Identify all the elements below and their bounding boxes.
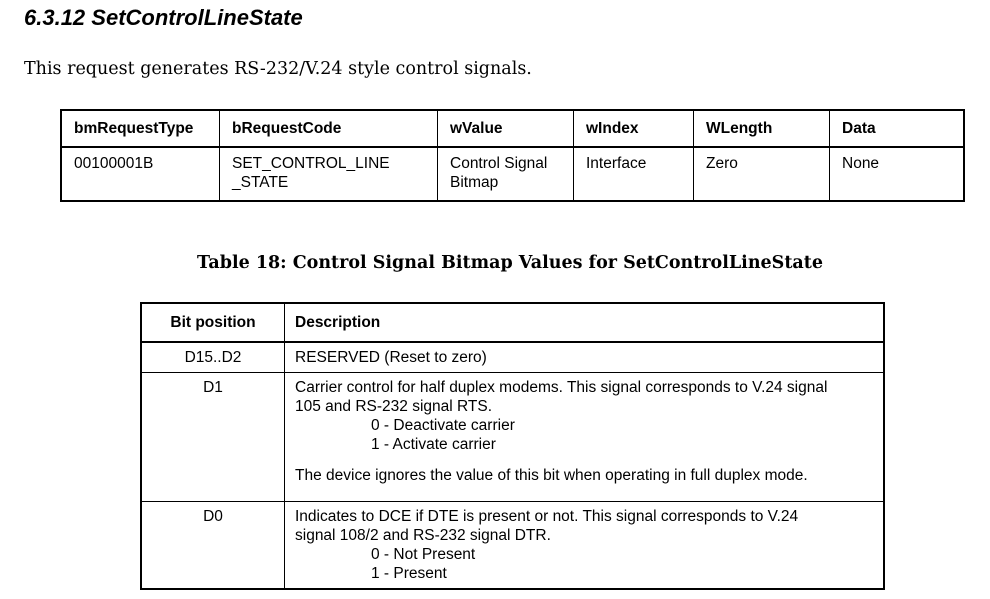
description-line: 105 and RS-232 signal RTS. [295, 398, 493, 415]
cell-wlength: Zero [694, 147, 830, 201]
cell-brequestcode [220, 147, 438, 201]
request-table [60, 109, 965, 202]
header-bmrequesttype: bmRequestType [61, 110, 220, 147]
brequestcode-line2: _STATE [232, 174, 289, 191]
description-line: signal 108/2 and RS-232 signal DTR. [295, 527, 551, 544]
brequestcode-line1: SET_CONTROL_LINE [232, 155, 390, 172]
bit-cell: D0 [141, 502, 285, 590]
cell-data: None [830, 147, 965, 201]
bitmap-table-header-row [141, 303, 884, 342]
section-heading: 6.3.12 SetControlLineState [24, 5, 303, 30]
cell-windex: Interface [574, 147, 694, 201]
wvalue-line2: Bitmap [450, 174, 499, 191]
description-cell [285, 373, 885, 502]
header-description: Description [285, 303, 885, 342]
header-data: Data [830, 110, 965, 147]
header-bit-position: Bit position [141, 303, 285, 342]
header-wvalue: wValue [438, 110, 574, 147]
option-line: 0 - Deactivate carrier [371, 417, 515, 434]
wvalue-line1: Control Signal [450, 155, 548, 172]
bit-cell: D1 [141, 373, 285, 502]
header-windex: wIndex [574, 110, 694, 147]
option-line: 1 - Present [371, 565, 447, 582]
description-line: Carrier control for half duplex modems. This signal corresponds to V.24 signal [295, 379, 828, 396]
description-cell: RESERVED (Reset to zero) [285, 342, 885, 373]
option-line: 1 - Activate carrier [371, 436, 496, 453]
description-note: The device ignores the value of this bit when operating in full duplex mode. [295, 467, 808, 484]
table-caption: Table 18: Control Signal Bitmap Values for SetControlLineState [197, 253, 823, 273]
bit-cell: D15..D2 [141, 342, 285, 373]
bitmap-row-d1 [141, 373, 884, 502]
bitmap-row-d0 [141, 502, 884, 590]
bitmap-row-d15-d2 [141, 342, 884, 373]
cell-wvalue [438, 147, 574, 201]
header-brequestcode: bRequestCode [220, 110, 438, 147]
bitmap-table [140, 302, 885, 590]
request-table-header-row [61, 110, 964, 147]
option-line: 0 - Not Present [371, 546, 476, 563]
header-wlength: WLength [694, 110, 830, 147]
request-table-row [61, 147, 964, 201]
cell-bmrequesttype: 00100001B [61, 147, 220, 201]
description-line: Indicates to DCE if DTE is present or not. This signal corresponds to V.24 [295, 508, 799, 525]
intro-paragraph: This request generates RS-232/V.24 style control signals. [24, 59, 532, 79]
description-cell [285, 502, 885, 590]
